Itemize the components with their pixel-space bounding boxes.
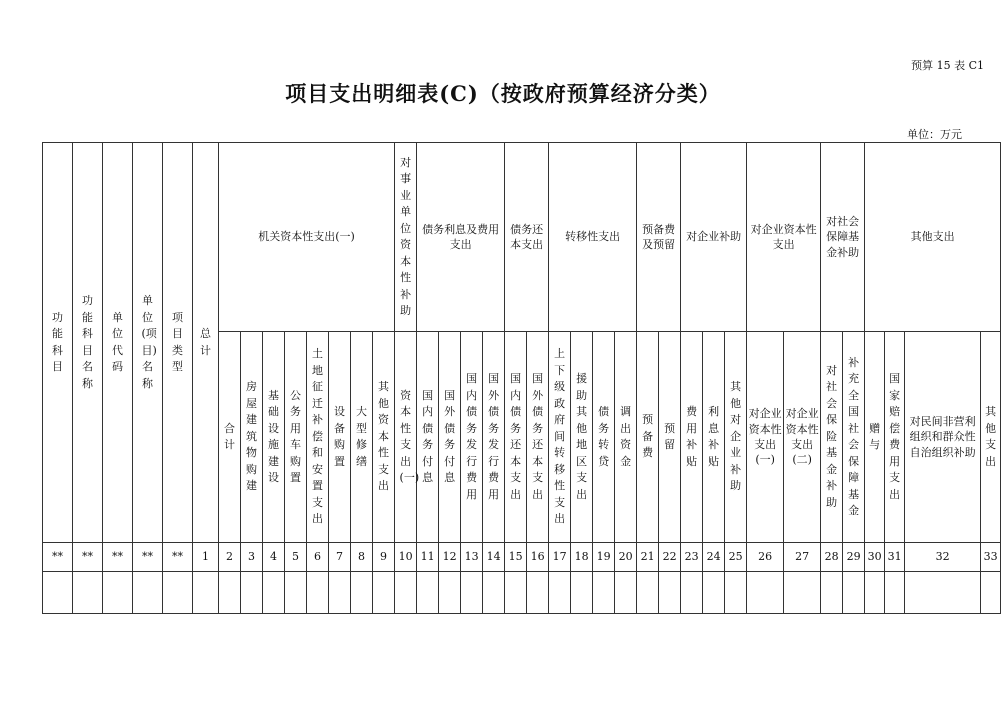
data-cell bbox=[981, 572, 1001, 614]
data-cell bbox=[417, 572, 439, 614]
group-header: 对事业单位资本性补助 bbox=[395, 143, 417, 332]
sub-header: 对民间非营利组织和群众性自治组织补助 bbox=[905, 332, 981, 543]
sub-header: 对社会保险基金补助 bbox=[821, 332, 843, 543]
data-cell bbox=[133, 572, 163, 614]
sub-header: 对企业资本性支出(二) bbox=[784, 332, 821, 543]
number-cell: 30 bbox=[865, 543, 885, 572]
data-cell bbox=[329, 572, 351, 614]
number-cell: 7 bbox=[329, 543, 351, 572]
number-cell: 19 bbox=[593, 543, 615, 572]
header-cell: 单位代码 bbox=[103, 143, 133, 543]
data-cell bbox=[461, 572, 483, 614]
number-cell: 3 bbox=[241, 543, 263, 572]
sub-header: 上下级政府间转移性支出 bbox=[549, 332, 571, 543]
number-cell: 29 bbox=[843, 543, 865, 572]
data-cell bbox=[659, 572, 681, 614]
data-cell bbox=[784, 572, 821, 614]
number-cell: 5 bbox=[285, 543, 307, 572]
column-number-row bbox=[43, 543, 1001, 572]
header-cell: 单位(项目)名称 bbox=[133, 143, 163, 543]
sub-header: 资本性支出(一) bbox=[395, 332, 417, 543]
number-cell: ** bbox=[163, 543, 193, 572]
data-cell bbox=[747, 572, 784, 614]
data-cell bbox=[307, 572, 329, 614]
number-cell: 28 bbox=[821, 543, 843, 572]
data-cell bbox=[905, 572, 981, 614]
sub-header: 房屋建筑物购建 bbox=[241, 332, 263, 543]
number-cell: ** bbox=[133, 543, 163, 572]
sub-header: 调出资金 bbox=[615, 332, 637, 543]
number-cell: ** bbox=[103, 543, 133, 572]
data-cell bbox=[439, 572, 461, 614]
number-cell: 14 bbox=[483, 543, 505, 572]
number-cell: 13 bbox=[461, 543, 483, 572]
sub-header: 国内债务付息 bbox=[417, 332, 439, 543]
data-cell bbox=[163, 572, 193, 614]
number-cell: 6 bbox=[307, 543, 329, 572]
data-cell bbox=[725, 572, 747, 614]
sub-header: 预备费 bbox=[637, 332, 659, 543]
number-cell: 20 bbox=[615, 543, 637, 572]
group-header: 对企业补助 bbox=[681, 143, 747, 332]
group-header: 对企业资本性支出 bbox=[747, 143, 821, 332]
number-cell: 4 bbox=[263, 543, 285, 572]
number-cell: 9 bbox=[373, 543, 395, 572]
data-cell bbox=[351, 572, 373, 614]
number-cell: ** bbox=[73, 543, 103, 572]
number-cell: 25 bbox=[725, 543, 747, 572]
data-cell bbox=[263, 572, 285, 614]
number-cell: 18 bbox=[571, 543, 593, 572]
data-cell bbox=[241, 572, 263, 614]
header-cell: 总计 bbox=[193, 143, 219, 543]
number-cell: 21 bbox=[637, 543, 659, 572]
data-cell bbox=[821, 572, 843, 614]
group-header: 转移性支出 bbox=[549, 143, 637, 332]
sub-header: 土地征迁补偿和安置支出 bbox=[307, 332, 329, 543]
number-cell: 27 bbox=[784, 543, 821, 572]
data-cell bbox=[43, 572, 73, 614]
group-header: 对社会保障基金补助 bbox=[821, 143, 865, 332]
group-header: 债务还本支出 bbox=[505, 143, 549, 332]
budget-table bbox=[42, 142, 1001, 614]
number-cell: 10 bbox=[395, 543, 417, 572]
unit-label: 单位：万元 bbox=[907, 128, 962, 141]
number-cell: 24 bbox=[703, 543, 725, 572]
sub-header: 合计 bbox=[219, 332, 241, 543]
header-row-groups bbox=[43, 143, 1001, 332]
group-header: 预备费及预留 bbox=[637, 143, 681, 332]
number-cell: 15 bbox=[505, 543, 527, 572]
sub-header: 援助其他地区支出 bbox=[571, 332, 593, 543]
data-cell bbox=[373, 572, 395, 614]
data-cell bbox=[505, 572, 527, 614]
header-cell: 功能科目名称 bbox=[73, 143, 103, 543]
sub-header: 费用补贴 bbox=[681, 332, 703, 543]
number-cell: 17 bbox=[549, 543, 571, 572]
sub-header: 其他资本性支出 bbox=[373, 332, 395, 543]
data-cell bbox=[483, 572, 505, 614]
number-cell: 11 bbox=[417, 543, 439, 572]
data-cell bbox=[193, 572, 219, 614]
data-cell bbox=[73, 572, 103, 614]
number-cell: 16 bbox=[527, 543, 549, 572]
header-cell: 功能科目 bbox=[43, 143, 73, 543]
sub-header: 补充全国社会保障基金 bbox=[843, 332, 865, 543]
sub-header: 赠与 bbox=[865, 332, 885, 543]
data-cell bbox=[865, 572, 885, 614]
data-row-empty bbox=[43, 572, 1001, 614]
data-cell bbox=[615, 572, 637, 614]
sub-header: 利息补贴 bbox=[703, 332, 725, 543]
data-cell bbox=[103, 572, 133, 614]
group-header: 其他支出 bbox=[865, 143, 1001, 332]
data-cell bbox=[395, 572, 417, 614]
page-title: 项目支出明细表(C)（按政府预算经济分类） bbox=[285, 81, 721, 106]
header-cell: 项目类型 bbox=[163, 143, 193, 543]
sub-header: 国外债务付息 bbox=[439, 332, 461, 543]
number-cell: 2 bbox=[219, 543, 241, 572]
sub-header: 大型修缮 bbox=[351, 332, 373, 543]
number-cell: 1 bbox=[193, 543, 219, 572]
sub-header: 债务转贷 bbox=[593, 332, 615, 543]
sub-header: 设备购置 bbox=[329, 332, 351, 543]
data-cell bbox=[593, 572, 615, 614]
data-cell bbox=[219, 572, 241, 614]
sub-header: 其他支出 bbox=[981, 332, 1001, 543]
number-cell: ** bbox=[43, 543, 73, 572]
sub-header: 预留 bbox=[659, 332, 681, 543]
sub-header: 国外债务发行费用 bbox=[483, 332, 505, 543]
sub-header: 其他对企业补助 bbox=[725, 332, 747, 543]
sub-header: 国内债务发行费用 bbox=[461, 332, 483, 543]
number-cell: 12 bbox=[439, 543, 461, 572]
sub-header: 国家赔偿费用支出 bbox=[885, 332, 905, 543]
number-cell: 26 bbox=[747, 543, 784, 572]
data-cell bbox=[885, 572, 905, 614]
number-cell: 8 bbox=[351, 543, 373, 572]
number-cell: 23 bbox=[681, 543, 703, 572]
data-cell bbox=[637, 572, 659, 614]
data-cell bbox=[843, 572, 865, 614]
table-code: 预算 15 表 C1 bbox=[911, 59, 984, 72]
data-cell bbox=[571, 572, 593, 614]
data-cell bbox=[549, 572, 571, 614]
number-cell: 22 bbox=[659, 543, 681, 572]
data-cell bbox=[527, 572, 549, 614]
number-cell: 31 bbox=[885, 543, 905, 572]
sub-header: 国内债务还本支出 bbox=[505, 332, 527, 543]
sub-header: 国外债务还本支出 bbox=[527, 332, 549, 543]
group-header: 机关资本性支出(一) bbox=[219, 143, 395, 332]
data-cell bbox=[703, 572, 725, 614]
group-header: 债务利息及费用支出 bbox=[417, 143, 505, 332]
number-cell: 33 bbox=[981, 543, 1001, 572]
sub-header: 公务用车购置 bbox=[285, 332, 307, 543]
sub-header: 对企业资本性支出(一) bbox=[747, 332, 784, 543]
data-cell bbox=[285, 572, 307, 614]
number-cell: 32 bbox=[905, 543, 981, 572]
data-cell bbox=[681, 572, 703, 614]
sub-header: 基础设施建设 bbox=[263, 332, 285, 543]
